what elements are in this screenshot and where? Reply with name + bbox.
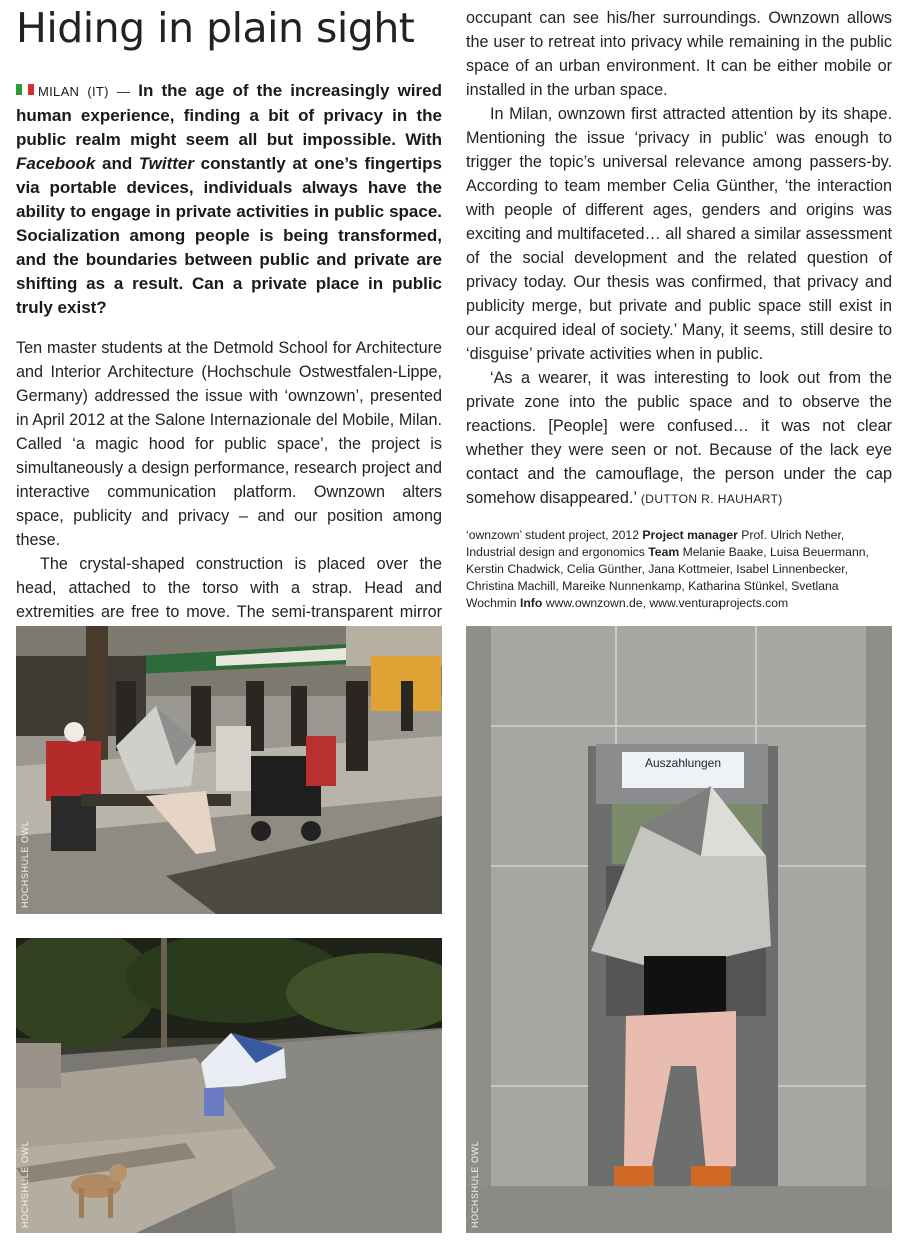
credits-pm-label: Project manager bbox=[642, 528, 738, 542]
dateline-city: MILAN bbox=[38, 84, 80, 99]
lead-text-2: constantly at one’s fingertips via portable devices, individuals always have the ability to engage in private activities in public space. Socialization among people is being transformed, and the boundaries between public and private are shifting as a result. Can a private place in public truly exist? bbox=[16, 154, 442, 317]
body-paragraph-2-continued: occupant can see his/her surroundings. Ownzown allows the user to retreat into privacy while remaining in the public space of an urban environment. It can be either mobile or installed in the urban space. bbox=[466, 9, 892, 99]
lead-text-1: In the age of the increasingly wired human experience, finding a bit of privacy in the public realm might seem all but impossible. With bbox=[16, 81, 442, 149]
left-column bbox=[16, 78, 442, 648]
credits-team-label: Team bbox=[648, 545, 680, 559]
credits-team-value: Melanie Baake, Luisa Beuermann, Kerstin Chadwick, Celia Günther, Jana Kottmeier, Isabel Linnenbecker, Christina Machill, Mareike Nunnenkamp, Katharina Stünkel, Svetlana Wochmin bbox=[466, 545, 869, 610]
lead-facebook: Facebook bbox=[16, 154, 96, 173]
photo-atm bbox=[466, 626, 892, 1233]
photo-credit-2: HOCHSHULE OWL bbox=[20, 1140, 30, 1228]
project-credits bbox=[466, 527, 892, 612]
body-paragraph-2: The crystal-shaped construction is placed over the head, attached to the torso with a strap. Head and extremities are free to move. The semi-transparent mirror bbox=[16, 555, 442, 621]
lead-paragraph bbox=[16, 78, 442, 320]
photo-park-image bbox=[16, 938, 442, 1233]
body-paragraph-3: In Milan, ownzown first attracted attention by its shape. Mentioning the issue ‘privacy in public’ was enough to trigger the topic’s universal relevance among passers-by. According to team member Celia Günther, ‘the interaction with people of different ages, genders and origins was exciting and multifaceted… all shared a similar assessment of the social development and the related question of privacy today. Our thesis was confirmed, that privacy and publicity merge, but private and public space still exist in our acquired ideal of society.’ Many, it seems, still desire to ‘disguise’ private activities when in public. bbox=[466, 105, 892, 363]
photo-atm-image bbox=[466, 626, 892, 1233]
lead-twitter: Twitter bbox=[138, 154, 194, 173]
photo-credit-1: HOCHSHULE OWL bbox=[20, 820, 30, 908]
photo-credit-3: HOCHSHULE OWL bbox=[470, 1140, 480, 1228]
dateline-country: (IT) bbox=[87, 84, 109, 99]
photo-milan-square-image bbox=[16, 626, 442, 914]
credits-pm-value: Prof. Ulrich Nether, Industrial design and ergonomics bbox=[466, 528, 845, 559]
credits-info-label: Info bbox=[519, 596, 543, 610]
credits-info-value: www.ownzown.de, www.venturaprojects.com bbox=[542, 596, 789, 610]
body-paragraph-4 bbox=[466, 366, 892, 511]
quote-text: ‘As a wearer, it was interesting to look out from the private zone into the public space and to observe the reactions. [People] were confused… it was not clear whether they were seen or not. Because of the lack eye contact and the camouflage, the person under the cap somehow disappeared.’ bbox=[466, 369, 892, 507]
author-byline: (DUTTON R. HAUHART) bbox=[640, 492, 783, 506]
atm-sign-text: Auszahlungen bbox=[644, 756, 722, 770]
flag-stripe-red bbox=[28, 84, 34, 95]
body-paragraph-1: Ten master students at the Detmold School for Architecture and Interior Architecture (Hochschule Ostwestfalen-Lippe, Germany) addressed the issue with ‘ownzown’, presented in April 2012 at the Salone Internazionale del Mobile, Milan. Called ‘a magic hood for public space’, the project is simultaneously a design performance, research project and interactive communication platform. Ownzown alters space, publicity and privacy – and our position among these. bbox=[16, 339, 442, 549]
lead-and: and bbox=[95, 154, 139, 173]
credits-intro: ‘ownzown’ student project, 2012 bbox=[466, 528, 643, 542]
photo-milan-square bbox=[16, 626, 442, 914]
photo-park bbox=[16, 938, 442, 1233]
dateline-separator: — bbox=[116, 84, 131, 99]
italy-flag-icon bbox=[16, 78, 34, 89]
article-title: Hiding in plain sight bbox=[16, 4, 415, 52]
right-column bbox=[466, 6, 892, 612]
